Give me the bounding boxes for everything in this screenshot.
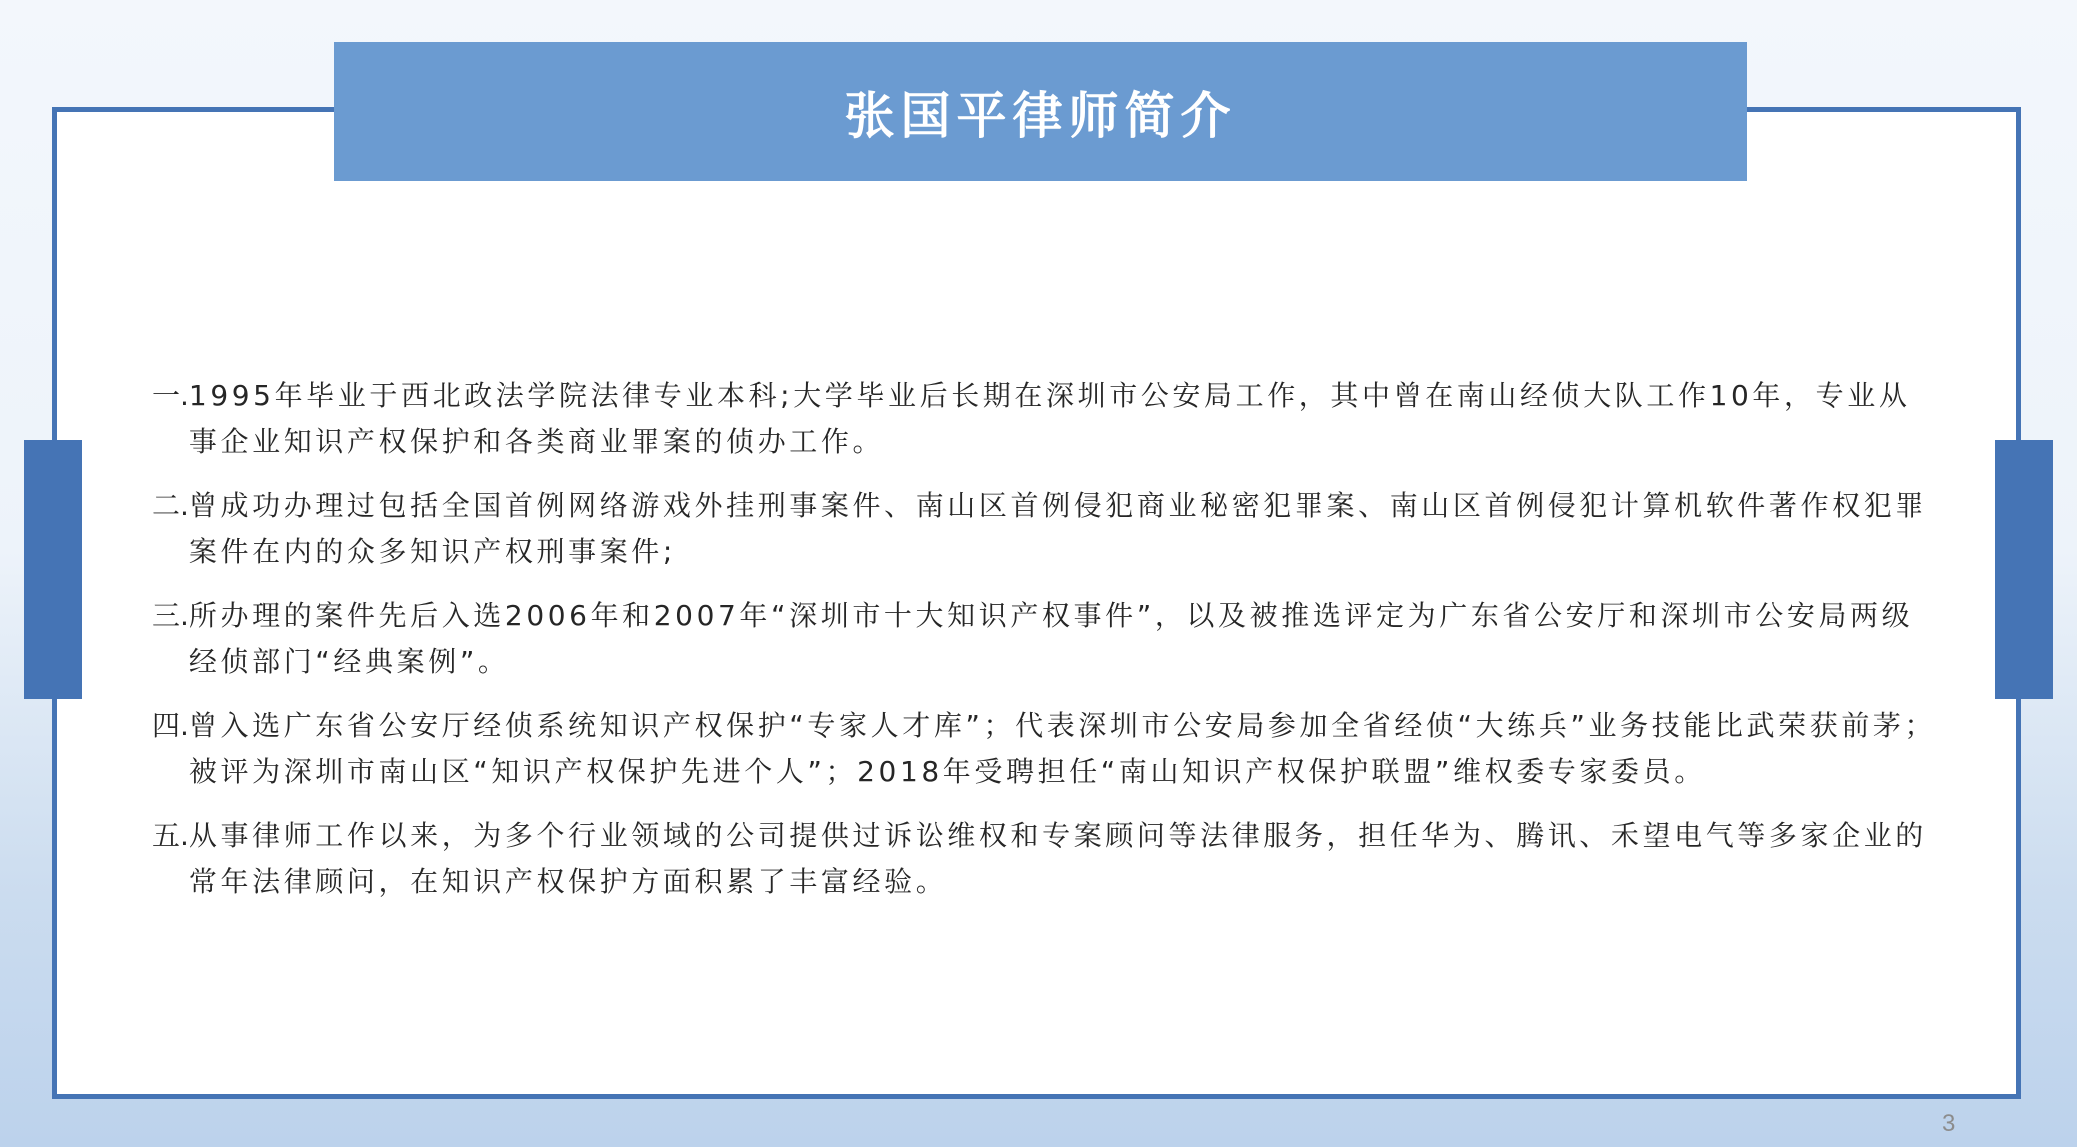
item-number: 二. bbox=[152, 489, 189, 522]
list-item bbox=[152, 813, 1942, 905]
item-text: 所办理的案件先后入选2006年和2007年“深圳市十大知识产权事件”，以及被推选评定为广东省公安厅和深圳市公安局两级经侦部门“经典案例”。 bbox=[188, 599, 1914, 678]
right-side-tab bbox=[1995, 440, 2053, 699]
item-number: 三. bbox=[152, 599, 189, 632]
item-text: 1995年毕业于西北政法学院法律专业本科;大学毕业后长期在深圳市公安局工作，其中曾在南山经侦大队工作10年，专业从事企业知识产权保护和各类商业罪案的侦办工作。 bbox=[188, 379, 1911, 458]
list-item bbox=[152, 483, 1942, 575]
item-number: 四. bbox=[152, 709, 189, 742]
item-text: 曾入选广东省公安厅经侦系统知识产权保护“专家人才库”；代表深圳市公安局参加全省经侦“大练兵”业务技能比武荣获前茅；被评为深圳市南山区“知识产权保护先进个人”；2018年受聘担任“南山知识产权保护联盟”维权委专家委员。 bbox=[188, 709, 1937, 788]
title-bar bbox=[334, 42, 1747, 181]
list-item bbox=[152, 373, 1942, 465]
item-text: 曾成功办理过包括全国首例网络游戏外挂刑事案件、南山区首例侵犯商业秘密犯罪案、南山区首例侵犯计算机软件著作权犯罪案件在内的众多知识产权刑事案件; bbox=[188, 489, 1927, 568]
page-number: 3 bbox=[1942, 1110, 1956, 1137]
item-number: 五. bbox=[152, 819, 189, 852]
left-side-tab bbox=[24, 440, 82, 699]
bio-list bbox=[152, 373, 1942, 923]
item-number: 一. bbox=[152, 379, 189, 412]
list-item bbox=[152, 593, 1942, 685]
page-title: 张国平律师简介 bbox=[844, 86, 1237, 145]
list-item bbox=[152, 703, 1942, 795]
item-text: 从事律师工作以来，为多个行业领域的公司提供过诉讼维权和专案顾问等法律服务，担任华为、腾讯、禾望电气等多家企业的常年法律顾问，在知识产权保护方面积累了丰富经验。 bbox=[188, 819, 1927, 898]
